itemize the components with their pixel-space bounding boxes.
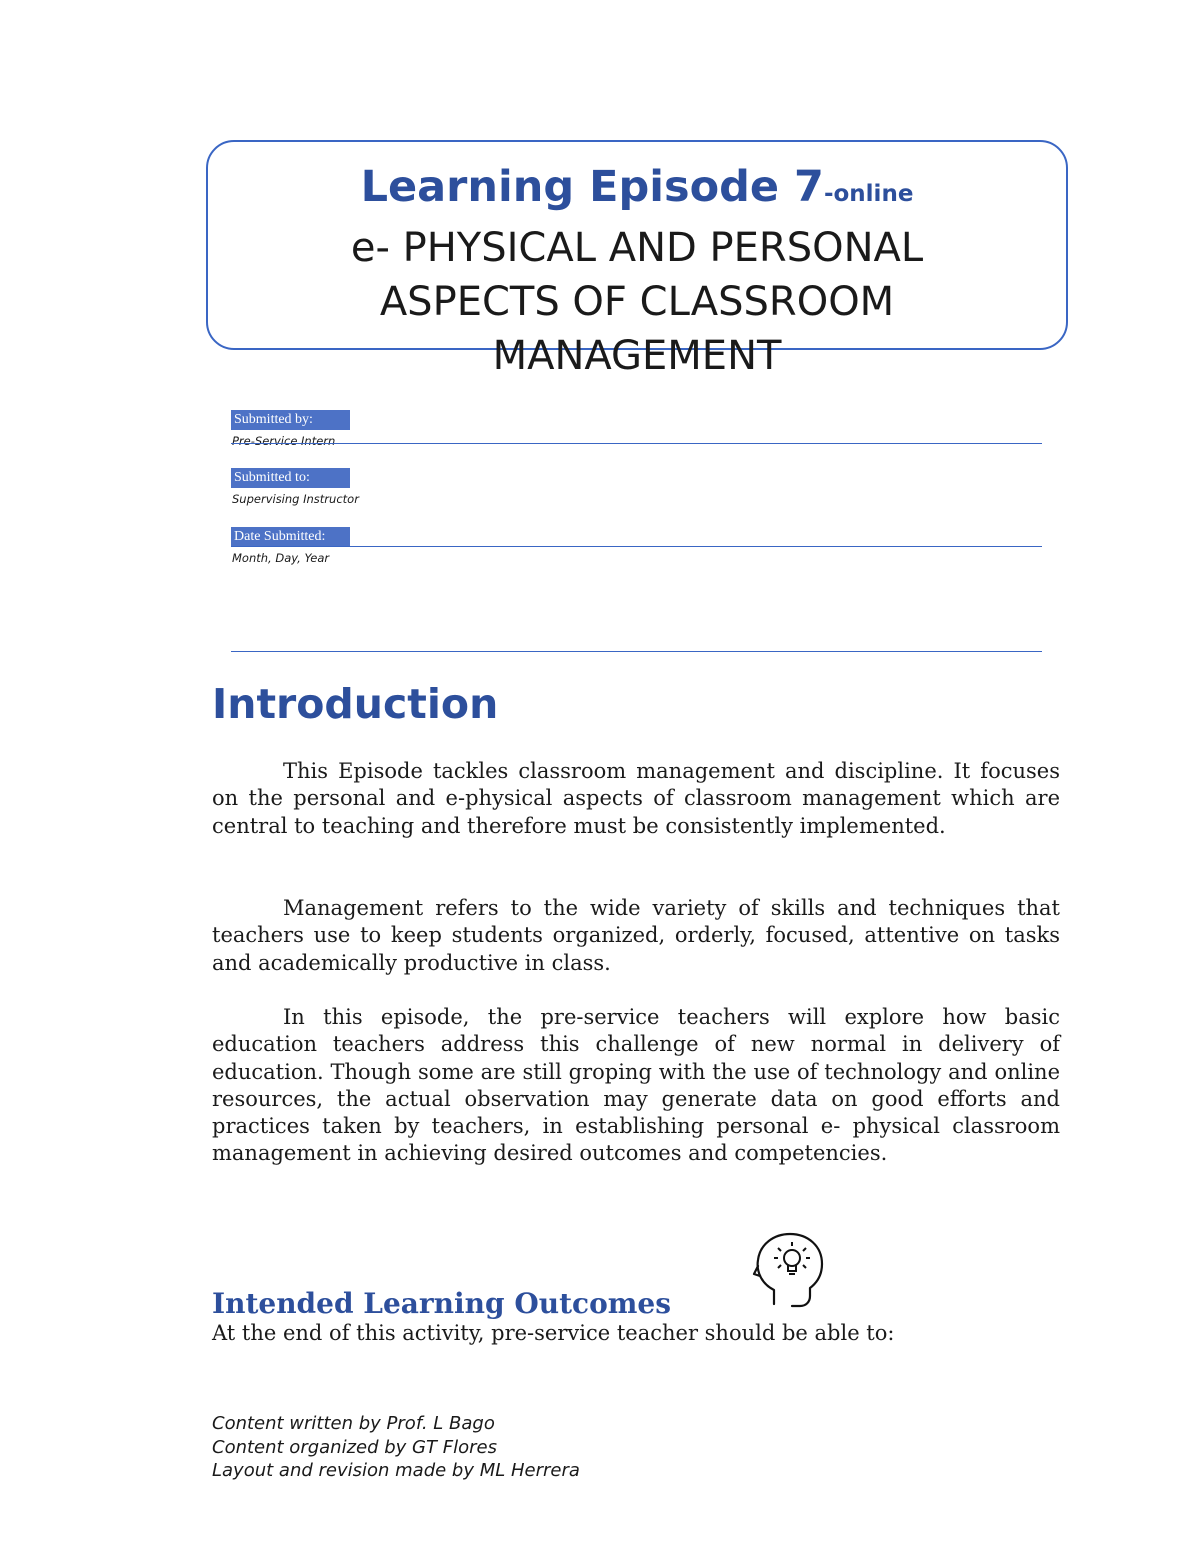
introduction-heading: Introduction [212,680,499,728]
date-submitted-label: Date Submitted: [231,527,350,547]
section-divider [231,651,1042,652]
date-submitted-rule [231,546,1042,547]
submitted-to-label: Submitted to: [231,468,350,488]
submitted-by-label: Submitted by: [231,410,350,430]
submitted-by-rule [231,443,1042,444]
outcomes-heading: Intended Learning Outcomes [212,1287,671,1320]
episode-subtitle: e- PHYSICAL AND PERSONAL ASPECTS OF CLASSROOM MANAGEMENT [350,225,924,379]
episode-title-main: Learning Episode 7 [360,162,824,212]
credits-block [212,1412,580,1483]
intro-paragraph-3: In this episode, the pre-service teachers will explore how basic education teachers address this challenge of new normal in delivery of education. Though some are still groping with the use of technology and online resources, the actual observation may generate data on good efforts and practices taken by teachers, in establishing personal e- physical classroom management in achieving desired outcomes and competencies. [212,1005,1060,1166]
submitted-to-value: Supervising Instructor [232,492,359,506]
credit-organized-by: Content organized by GT Flores [212,1436,497,1458]
episode-title [208,160,1066,221]
credit-layout-by: Layout and revision made by ML Herrera [212,1460,580,1481]
head-lightbulb-icon [752,1230,828,1310]
submitted-by-value: Pre-Service Intern [232,434,336,448]
date-submitted-value: Month, Day, Year [232,551,330,565]
intro-paragraph-1: This Episode tackles classroom management and discipline. It focuses on the personal and e-physical aspects of classroom management which are central to teaching and therefore must be consistently implemented. [212,759,1060,838]
episode-title-suffix: -online [823,181,914,207]
intro-paragraph-2: Management refers to the wide variety of skills and techniques that teachers use to keep students organized, orderly, focused, attentive on tasks and academically productive in class. [212,896,1060,975]
credit-written-by: Content written by Prof. L Bago [212,1413,495,1434]
episode-title-box [206,140,1068,379]
outcomes-lead: At the end of this activity, pre-service teacher should be able to: [212,1321,895,1345]
